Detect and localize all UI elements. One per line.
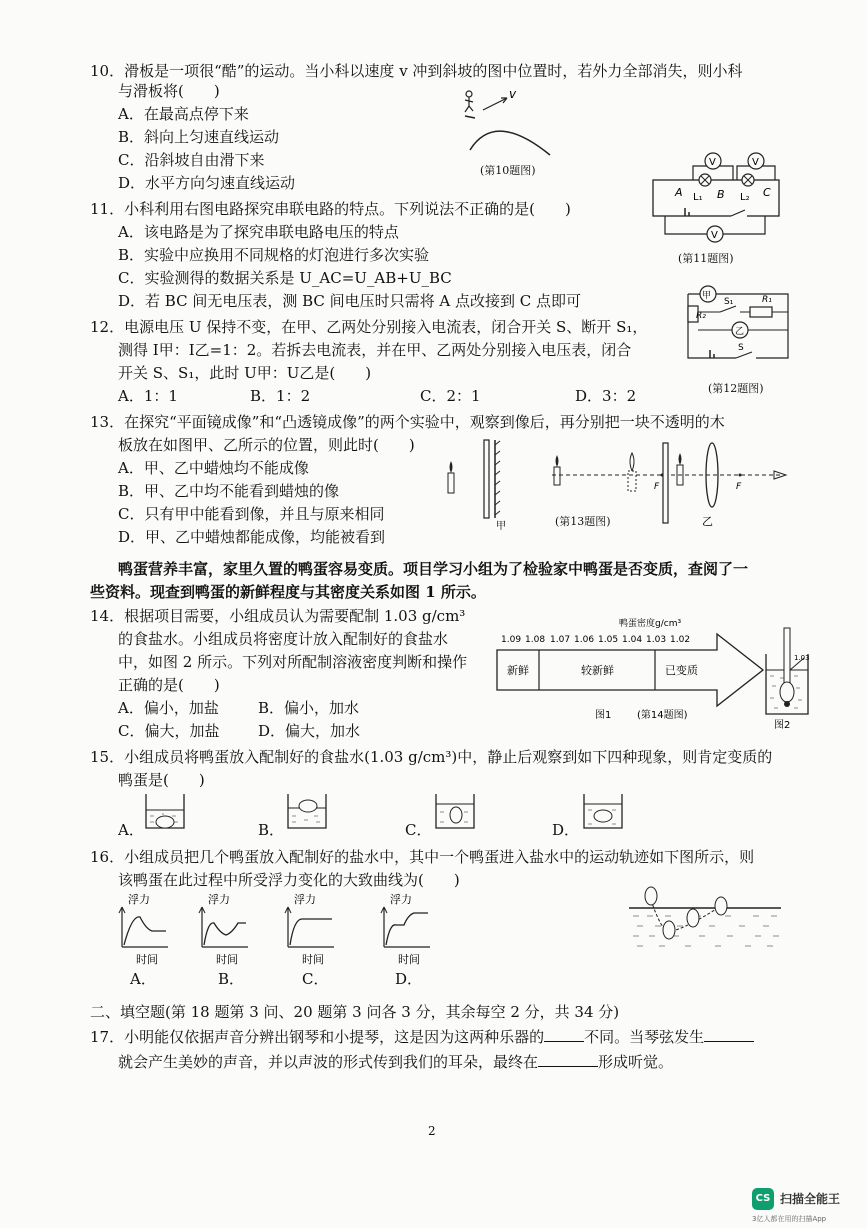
svg-text:F: F	[654, 482, 660, 492]
q14-option-a: A．偏小，加盐	[118, 699, 219, 717]
q11-figure-caption: (第11题图)	[678, 252, 734, 265]
svg-text:B: B	[717, 188, 725, 201]
svg-text:R₂: R₂	[696, 311, 706, 321]
cs-logo-icon: CS	[752, 1188, 774, 1210]
svg-text:1.03: 1.03	[646, 635, 667, 645]
svg-text:时间: 时间	[302, 953, 324, 966]
q17-line2	[118, 1052, 673, 1071]
q15-beaker-b	[284, 790, 330, 832]
q12-option-b: B．1：2	[250, 387, 311, 405]
q14-fig1-label: 图1	[595, 710, 612, 721]
q15-stem-line2: 鸭蛋是( )	[118, 771, 205, 789]
q14-option-d: D．偏大，加水	[258, 722, 361, 740]
zone-spoiled: 已变质	[665, 664, 698, 677]
svg-text:S₁: S₁	[724, 297, 734, 307]
svg-text:1.04: 1.04	[622, 635, 643, 645]
svg-text:V: V	[709, 157, 716, 168]
q11-option-d: D．若 BC 间无电压表，测 BC 间电压时只需将 A 点改接到 C 点即可	[118, 292, 582, 310]
zone-fresh: 新鲜	[507, 664, 529, 677]
q14-option-c: C．偏大，加盐	[118, 722, 220, 740]
q13-option-d: D．甲、乙中蜡烛都能成像，均能被看到	[118, 528, 386, 546]
q15-beaker-c	[432, 790, 478, 832]
watermark-name: 扫描全能王	[780, 1192, 841, 1206]
q10-figure-caption: (第10题图)	[480, 164, 536, 177]
q10-option-a: A．在最高点停下来	[118, 105, 249, 123]
q13-stem-line1: 13．在探究“平面镜成像”和“凸透镜成像”的两个实验中，观察到像后，再分别把一块不透明的木	[90, 413, 725, 431]
q17-blank-3[interactable]	[538, 1052, 598, 1067]
q13-figure	[440, 435, 800, 535]
q11-stem: 11．小科利用右图电路探究串联电路的特点。下列说法不正确的是( )	[90, 200, 571, 218]
q16-option-c: C．	[302, 970, 329, 988]
q10-stem-line1: 10．滑板是一项很“酷”的运动。当小科以速度 v 冲到斜坡的图中位置时，若外力全部消失，则小科	[90, 62, 743, 80]
q16-graph-c	[284, 893, 344, 968]
q16-graph-d	[380, 893, 440, 968]
q10-stem-line2: 与滑板将( )	[118, 82, 220, 100]
svg-text:时间: 时间	[216, 953, 238, 966]
q14-fig2-label: 图2	[774, 720, 791, 731]
svg-text:S: S	[738, 343, 744, 353]
svg-text:V: V	[711, 230, 718, 241]
q13-option-a: A．甲、乙中蜡烛均不能成像	[118, 459, 309, 477]
section2-title: 二、填空题(第 18 题第 3 问、20 题第 3 问各 3 分，其余每空 2 分，共 34 分)	[90, 1003, 620, 1021]
q14-stem-line2: 的食盐水。小组成员将密度计放入配制好的食盐水	[118, 630, 449, 648]
watermark-tagline: 3亿人都在用的扫描App	[752, 1215, 827, 1223]
q14-stem-line3: 中，如图 2 所示。下列对所配制溶液密度判断和操作	[118, 653, 468, 671]
q14-stem-line1: 14．根据项目需要，小组成员认为需要配制 1.03 g/cm³	[90, 607, 466, 625]
q14-option-b: B．偏小，加水	[258, 699, 360, 717]
q10-option-b: B．斜向上匀速直线运动	[118, 128, 280, 146]
q12-circuit-figure	[680, 280, 800, 380]
q12-figure-caption: (第12题图)	[708, 382, 764, 395]
q13-figure-caption: (第13题图)	[555, 515, 611, 528]
q16-option-a: A．	[130, 970, 156, 988]
svg-text:时间: 时间	[398, 953, 420, 966]
q12-stem-line1: 12．电源电压 U 保持不变，在甲、乙两处分别接入电流表，闭合开关 S、断开 S₁，	[90, 318, 648, 336]
q12-option-d: D．3：2	[575, 387, 637, 405]
q13-option-c: C．只有甲中能看到像，并且与原来相同	[118, 505, 385, 523]
q17-line1	[90, 1027, 754, 1046]
q14-chart-title: 鸭蛋密度g/cm³	[619, 619, 682, 629]
q16-graph-a	[118, 893, 178, 968]
svg-text:1.08: 1.08	[525, 635, 546, 645]
svg-text:1.06: 1.06	[574, 635, 595, 645]
svg-text:R₁: R₁	[762, 295, 772, 305]
q15-option-a: A．	[118, 821, 144, 839]
q15-option-b: B．	[258, 821, 285, 839]
q14-density-figure	[495, 614, 775, 734]
density-tick-labels	[501, 635, 690, 645]
svg-text:1.09: 1.09	[501, 635, 522, 645]
intro-line1: 鸭蛋营养丰富，家里久置的鸭蛋容易变质。项目学习小组为了检验家中鸭蛋是否变质，查阅了一	[118, 560, 749, 578]
q10-option-c: C．沿斜坡自由滑下来	[118, 151, 265, 169]
svg-text:V: V	[752, 157, 759, 168]
page-number: 2	[428, 1124, 436, 1138]
svg-text:1.02: 1.02	[670, 635, 691, 645]
svg-text:浮力: 浮力	[128, 893, 150, 906]
svg-text:L₂: L₂	[740, 192, 750, 203]
svg-text:A: A	[675, 186, 683, 199]
q12-stem-line2: 测得 I甲：I乙=1：2。若拆去电流表，并在甲、乙两处分别接入电压表，闭合	[118, 341, 632, 359]
q15-option-c: C．	[405, 821, 432, 839]
q15-beaker-a	[142, 790, 188, 832]
q15-stem-line1: 15．小组成员将鸭蛋放入配制好的食盐水(1.03 g/cm³)中，静止后观察到如下四种现象，则肯定变质的	[90, 748, 773, 766]
q15-beaker-d	[580, 790, 626, 832]
q14-figure-caption: (第14题图)	[637, 710, 688, 721]
q16-stem-line1: 16．小组成员把几个鸭蛋放入配制好的盐水中，其中一个鸭蛋进入盐水中的运动轨迹如下图所示，则	[90, 848, 755, 866]
q16-stem-line2: 该鸭蛋在此过程中所受浮力变化的大致曲线为( )	[118, 871, 460, 889]
q10-option-d: D．水平方向匀速直线运动	[118, 174, 296, 192]
svg-text:1.03: 1.03	[794, 654, 810, 662]
zone-fairly-fresh: 较新鲜	[581, 664, 614, 677]
svg-text:L₁: L₁	[693, 192, 703, 203]
svg-text:时间: 时间	[136, 953, 158, 966]
q14-hydrometer-figure	[760, 614, 820, 734]
q11-option-b: B．实验中应换用不同规格的灯泡进行多次实验	[118, 246, 430, 264]
svg-text:C: C	[763, 186, 771, 199]
q17-line1-b: 不同。当琴弦发生	[584, 1028, 705, 1046]
q16-option-b: B．	[218, 970, 245, 988]
q16-graph-b	[198, 893, 258, 968]
svg-text:1.05: 1.05	[598, 635, 619, 645]
q11-option-a: A．该电路是为了探究串联电路电压的特点	[118, 223, 399, 241]
q13-label-yi: 乙	[702, 515, 713, 528]
svg-text:浮力: 浮力	[294, 893, 316, 906]
q11-option-c: C．实验测得的数据关系是 U_AC=U_AB+U_BC	[118, 269, 452, 287]
q14-stem-line4: 正确的是( )	[118, 676, 220, 694]
q16-option-d: D．	[395, 970, 423, 988]
svg-text:1.07: 1.07	[550, 635, 571, 645]
q11-circuit-figure	[645, 148, 795, 248]
q17-blank-2[interactable]	[704, 1027, 754, 1042]
intro-line2: 些资料。现查到鸭蛋的新鲜程度与其密度关系如图 1 所示。	[90, 583, 486, 601]
q15-option-d: D．	[552, 821, 580, 839]
q17-line2-a: 就会产生美妙的声音，并以声波的形式传到我们的耳朵，最终在	[118, 1053, 539, 1071]
svg-text:浮力: 浮力	[208, 893, 230, 906]
q13-stem-line2: 板放在如图甲、乙所示的位置，则此时( )	[118, 436, 415, 454]
q17-line2-b: 形成听觉。	[598, 1053, 674, 1071]
svg-text:F: F	[736, 482, 742, 492]
svg-text:乙: 乙	[735, 327, 745, 337]
q17-line1-a: 17．小明能仅依据声音分辨出钢琴和小提琴，这是因为这两种乐器的	[90, 1028, 545, 1046]
q12-stem-line3: 开关 S、S₁，此时 U甲：U乙是( )	[118, 364, 372, 382]
q17-blank-1[interactable]	[544, 1027, 584, 1042]
q12-option-a: A．1：1	[118, 387, 178, 405]
q16-trajectory-figure	[625, 880, 785, 960]
q13-option-b: B．甲、乙中均不能看到蜡烛的像	[118, 482, 340, 500]
q13-label-jia: 甲	[496, 521, 506, 532]
svg-text:甲: 甲	[702, 291, 712, 301]
q12-option-c: C．2：1	[420, 387, 481, 405]
svg-text:浮力: 浮力	[390, 893, 412, 906]
q10-velocity-label: v	[509, 87, 517, 101]
